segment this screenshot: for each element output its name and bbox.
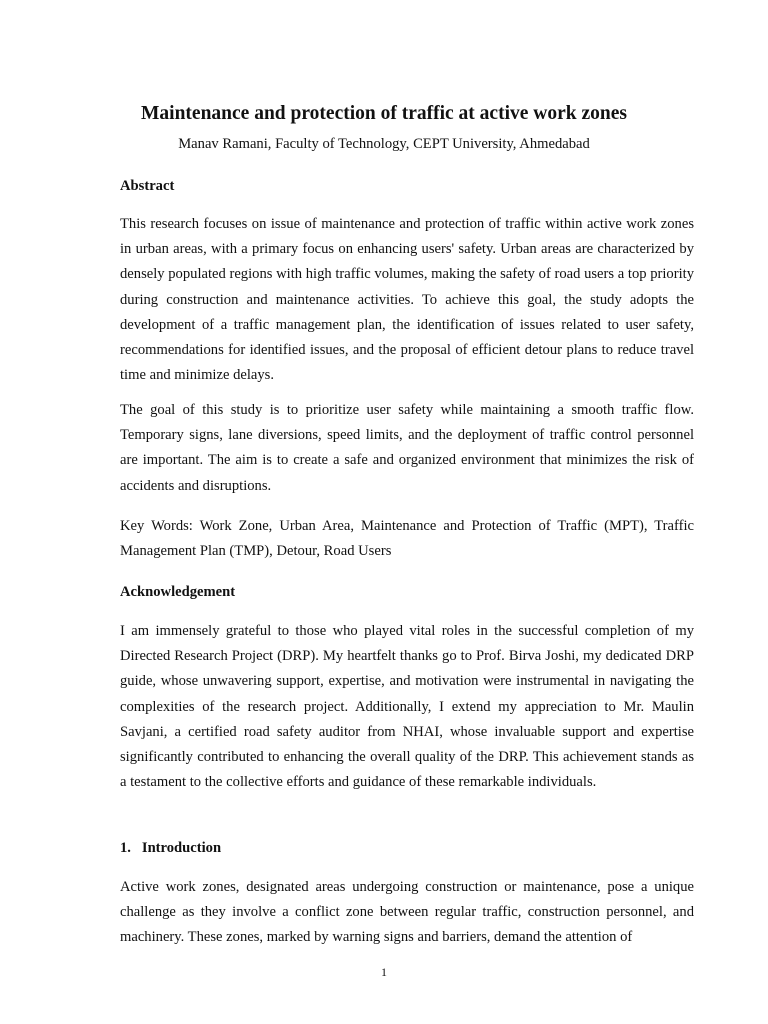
keywords: Key Words: Work Zone, Urban Area, Maintenance and Protection of Traffic (MPT), Traffic Management Plan (TMP), Detour, Road Users: [120, 518, 694, 560]
acknowledgement-paragraph: I am immensely grateful to those who played vital roles in the successful completion of my Directed Research Project (DRP). My heartfelt thanks go to Prof. Birva Joshi, my dedicated DRP guide, whose unwavering support, expertise, and motivation were instrumental in navigating the complexities of the research project. Additionally, I extend my appreciation to Mr. Maulin Savjani, a certified road safety auditor from NHAI, whose invaluable support and expertise significantly contributed to enhancing the overall quality of the DRP. This achievement stands as a testament to the collective efforts and guidance of these remarkable individuals.: [120, 623, 694, 791]
abstract-paragraph-2: The goal of this study is to prioritize user safety while maintaining a smooth traffic flow. Temporary signs, lane diversions, speed limits, and the deployment of traffic control personnel are important. The aim is to create a safe and organized environment that minimizes the risk of accidents and disruptions.: [120, 402, 694, 494]
introduction-heading: 1. Introduction: [120, 840, 222, 856]
abstract-paragraph-1: This research focuses on issue of maintenance and protection of traffic within active work zones in urban areas, with a primary focus on enhancing users' safety. Urban areas are characterized by densely populated regions with high traffic volumes, making the safety of road users a top priority during construction and maintenance activities. To achieve this goal, the study adopts the development of a traffic management plan, the identification of issues related to user safety, recommendations for identified issues, and the proposal of efficient detour plans to reduce travel time and minimize delays.: [120, 216, 694, 384]
page-number: 1: [381, 965, 387, 979]
abstract-heading: Abstract: [120, 178, 175, 194]
acknowledgement-heading: Acknowledgement: [120, 584, 236, 600]
introduction-paragraph: Active work zones, designated areas undergoing construction or maintenance, pose a unique challenge as they involve a conflict zone between regular traffic, construction personnel, and machinery. These zones, marked by warning signs and barriers, demand the attention of: [120, 879, 694, 946]
paper-title: Maintenance and protection of traffic at active work zones: [141, 103, 627, 124]
author-affiliation: Manav Ramani, Faculty of Technology, CEPT University, Ahmedabad: [178, 136, 590, 152]
